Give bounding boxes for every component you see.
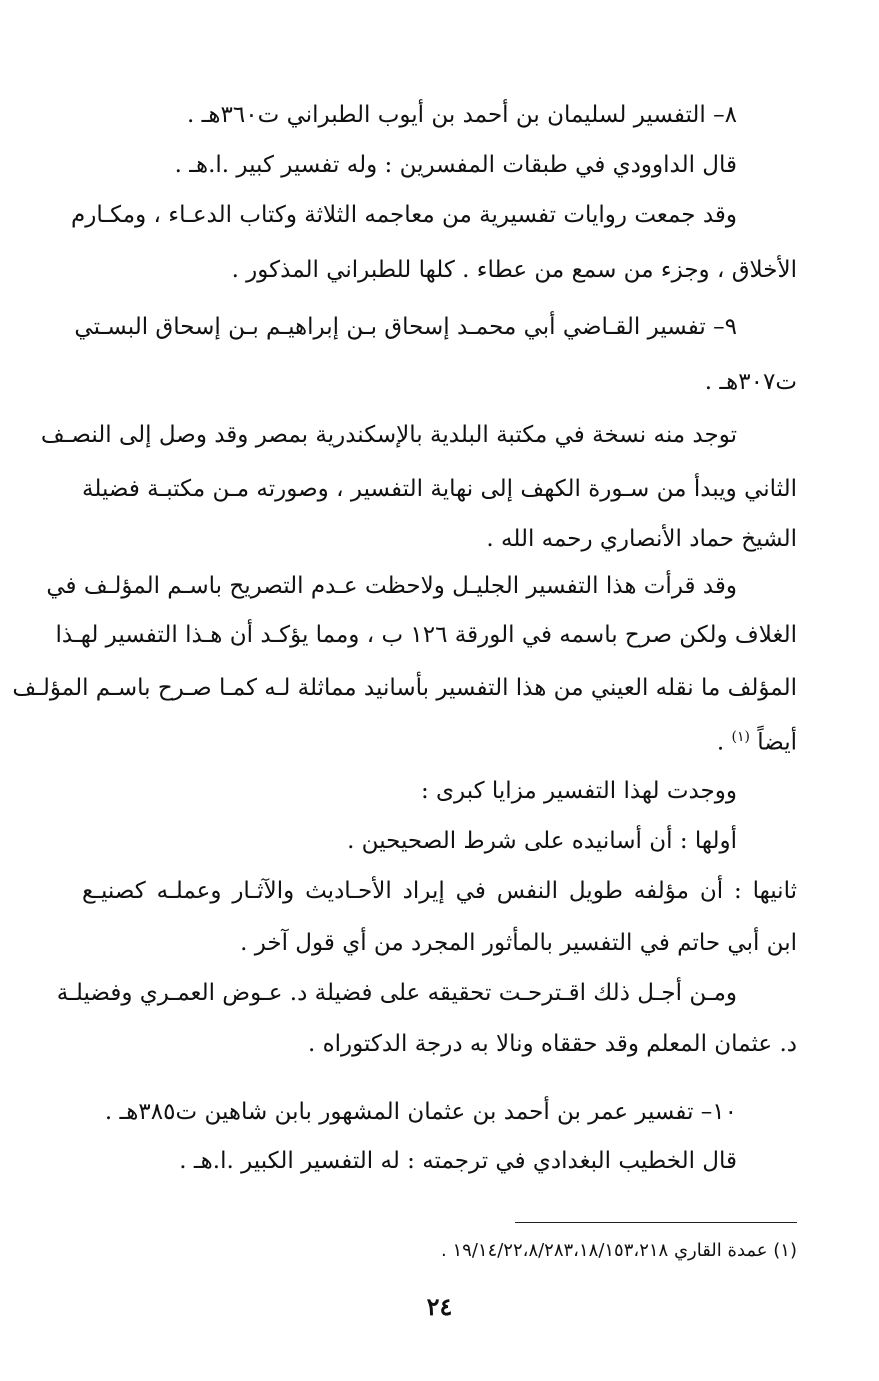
paragraph-line: المؤلف ما نقله العيني من هذا التفسير بأسانيد مماثلة لـه كمـا صـرح باسـم المؤلـف <box>12 675 797 701</box>
paragraph-line: الغلاف ولكن صرح باسمه في الورقة ١٢٦ ب ، ومما يؤكـد أن هـذا التفسير لهـذا <box>55 622 797 648</box>
footnote: (١) عمدة القاري ١٩/١٤/٢٢،٨/٢٨٣،١٨/١٥٣،٢١٨ . <box>441 1240 797 1261</box>
paragraph-line: قال الداوودي في طبقات المفسرين : وله تفسير كبير .ا.هـ . <box>174 152 737 178</box>
item-9-heading-cont: ت٣٠٧هـ . <box>704 369 797 395</box>
paragraph-line: ووجدت لهذا التفسير مزايا كبرى : <box>420 778 737 804</box>
list-item-first: أولها : أن أسانيده على شرط الصحيحين . <box>347 828 737 854</box>
page-number: ٢٤ <box>426 1292 453 1321</box>
paragraph-line: الشيخ حماد الأنصاري رحمه الله . <box>486 526 797 552</box>
list-item-second: ثانيها : أن مؤلفه طويل النفس في إيراد الأحـاديث والآثـار وعملـه كصنيـع <box>82 878 797 904</box>
item-9-heading: ٩– تفسير القـاضي أبي محمـد إسحاق بـن إبراهيـم بـن إسحاق البسـتي <box>74 314 737 340</box>
paragraph-line: ومـن أجـل ذلك اقـترحـت تحقيقه على فضيلة د. عـوض العمـري وفضيلـة <box>56 980 737 1006</box>
item-8-heading: ٨– التفسير لسليمان بن أحمد بن أيوب الطبراني ت٣٦٠هـ . <box>187 102 737 128</box>
paragraph-line: وقد جمعت روايات تفسيرية من معاجمه الثلاثة وكتاب الدعـاء ، ومكـارم <box>70 202 737 228</box>
item-10-heading: ١٠– تفسير عمر بن أحمد بن عثمان المشهور بابن شاهين ت٣٨٥هـ . <box>104 1099 737 1125</box>
footnote-separator <box>515 1222 797 1223</box>
paragraph-line <box>717 722 797 758</box>
footnote-ref: (١) <box>731 729 750 745</box>
paragraph-line: ابن أبي حاتم في التفسير بالمأثور المجرد من أي قول آخر . <box>240 930 797 956</box>
paragraph-text: أيضاً <box>757 729 797 756</box>
paragraph-line: قال الخطيب البغدادي في ترجمته : له التفسير الكبير .ا.هـ . <box>179 1148 737 1174</box>
paragraph-line: د. عثمان المعلم وقد حققاه ونالا به درجة الدكتوراه . <box>307 1031 797 1057</box>
paragraph-line: الثاني ويبدأ من سـورة الكهف إلى نهاية التفسير ، وصورته مـن مكتبـة فضيلة <box>82 476 797 502</box>
paragraph-line: توجد منه نسخة في مكتبة البلدية بالإسكندرية بمصر وقد وصل إلى النصـف <box>40 422 737 448</box>
footnote-ref-tail: . <box>716 729 725 756</box>
paragraph-line: الأخلاق ، وجزء من سمع من عطاء . كلها للطبراني المذكور . <box>231 257 797 283</box>
paragraph-line: وقد قرأت هذا التفسير الجليـل ولاحظت عـدم التصريح باسـم المؤلـف في <box>46 573 737 599</box>
